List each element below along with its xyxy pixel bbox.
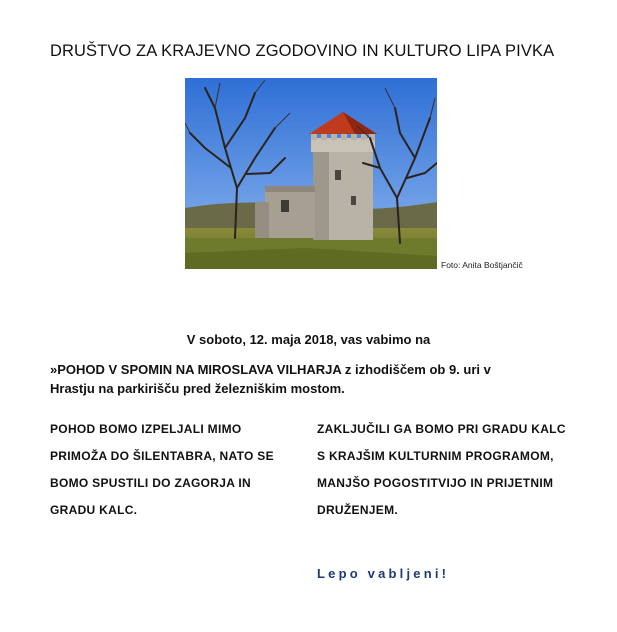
program-line: MANJŠO POGOSTITVIJO IN PRIJETNIM — [317, 476, 554, 490]
photo-credit: Foto: Anita Boštjančič — [441, 260, 523, 270]
route-line: GRADU KALC. — [50, 503, 138, 517]
route-description — [50, 416, 310, 524]
event-description — [50, 360, 550, 398]
invitation-line: V soboto, 12. maja 2018, vas vabimo na — [186, 332, 431, 347]
closing-greeting: Lepo vabljeni! — [317, 566, 450, 581]
event-line: Hrastju na parkirišču pred železniškim mostom. — [50, 381, 345, 396]
route-line: POHOD BOMO IZPELJALI MIMO — [50, 422, 242, 436]
program-description — [317, 416, 597, 524]
program-line: S KRAJŠIM KULTURNIM PROGRAMOM, — [317, 449, 554, 463]
route-line: BOMO SPUSTILI DO ZAGORJA IN — [50, 476, 251, 490]
route-line: PRIMOŽA DO ŠILENTABRA, NATO SE — [50, 449, 274, 463]
program-line: DRUŽENJEM. — [317, 503, 399, 517]
event-line: »POHOD V SPOMIN NA MIROSLAVA VILHARJA z izhodiščem ob 9. uri v — [50, 362, 491, 377]
document-title: DRUŠTVO ZA KRAJEVNO ZGODOVINO IN KULTURO LIPA PIVKA — [50, 42, 555, 60]
program-line: ZAKLJUČILI GA BOMO PRI GRADU KALC — [317, 422, 566, 436]
castle-photo — [185, 78, 437, 269]
